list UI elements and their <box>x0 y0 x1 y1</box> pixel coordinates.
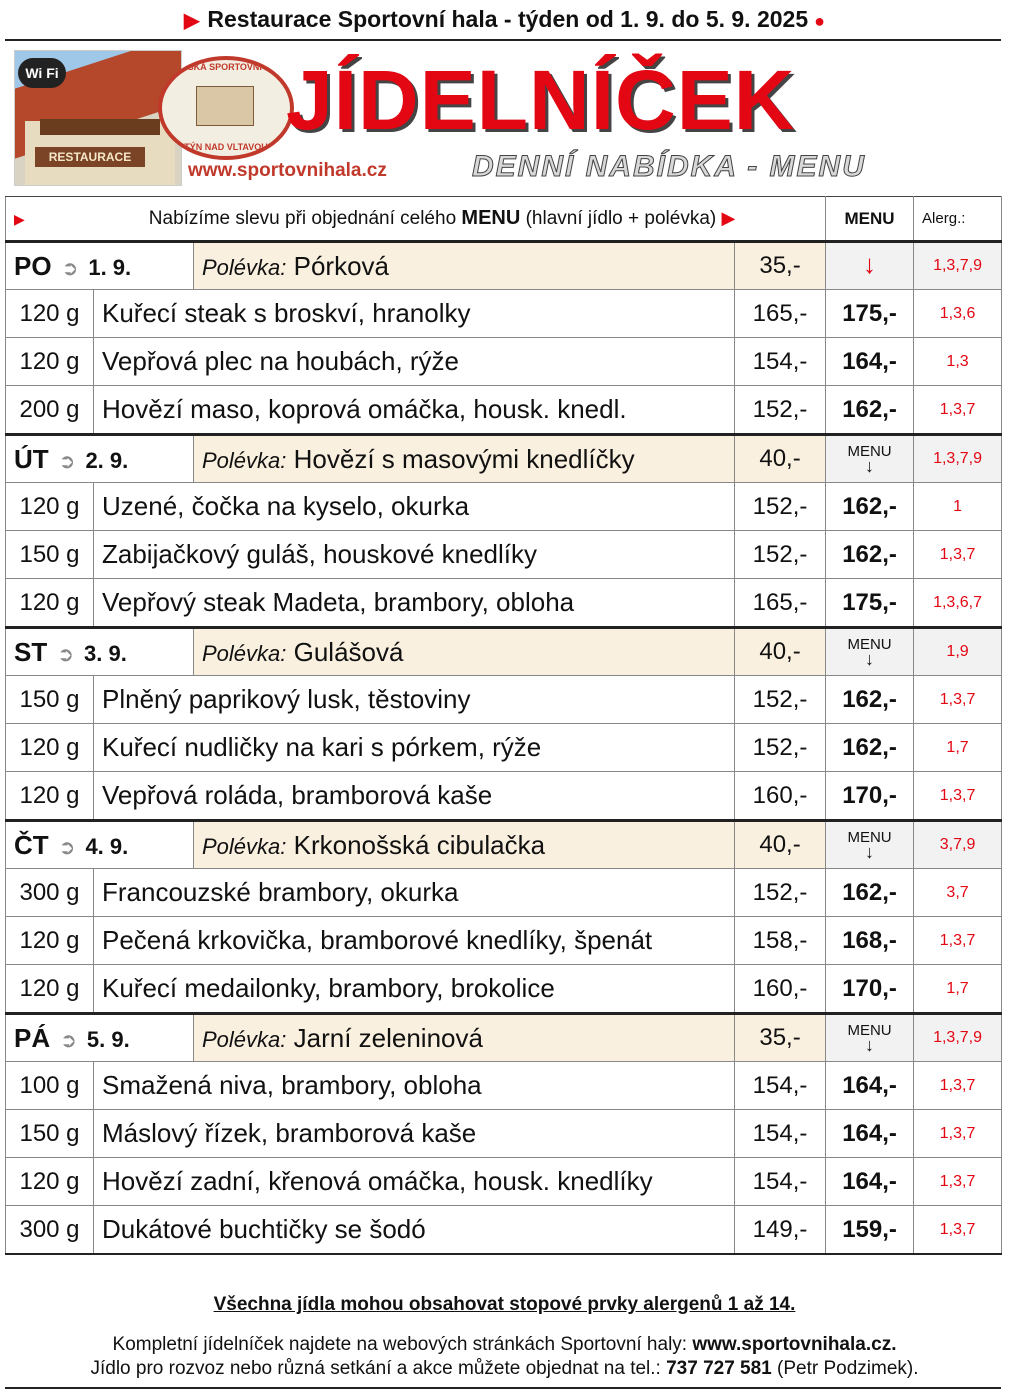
dish-row <box>6 483 1002 531</box>
soup-cell: Polévka: Pórková <box>194 242 735 290</box>
dish-menu-price: 162,- <box>826 386 914 435</box>
down-arrow-icon: ↓ <box>865 1035 875 1055</box>
dish-price: 160,- <box>735 965 826 1014</box>
menu-marker: MENU ↓ <box>826 628 914 676</box>
dish-allergens: 1,3,7 <box>914 1206 1002 1255</box>
footer-contact-line: Jídlo pro rozvoz nebo různá setkání a akce můžete objednat na tel.: 737 727 581 (Petr Podzimek). <box>90 1358 919 1379</box>
dish-row <box>6 531 1002 579</box>
dish-weight: 120 g <box>6 965 94 1014</box>
soup-allergens: 3,7,9 <box>914 821 1002 869</box>
dish-name: Zabijačkový guláš, houskové knedlíky <box>94 531 735 579</box>
dish-name: Kuřecí steak s broskví, hranolky <box>94 290 735 338</box>
dish-row <box>6 917 1002 965</box>
dish-allergens: 1,3 <box>914 338 1002 386</box>
dish-price: 152,- <box>735 386 826 435</box>
dish-name: Plněný paprikový lusk, těstoviny <box>94 676 735 724</box>
page-headline: ▶ Restaurace Sportovní hala - týden od 1. 9. do 5. 9. 2025 ● <box>183 6 826 32</box>
soup-allergens: 1,3,7,9 <box>914 242 1002 290</box>
dish-menu-price: 168,- <box>826 917 914 965</box>
dish-price: 152,- <box>735 676 826 724</box>
table-header-row <box>6 197 1002 242</box>
dish-name: Hovězí zadní, křenová omáčka, housk. knedlíky <box>94 1158 735 1206</box>
dish-weight: 150 g <box>6 1110 94 1158</box>
dish-allergens: 1,3,7 <box>914 1158 1002 1206</box>
play-triangle-icon: ▶ <box>14 211 25 227</box>
soup-name: Pórková <box>293 250 390 281</box>
dish-menu-price: 170,- <box>826 772 914 821</box>
dish-row <box>6 1110 1002 1158</box>
dish-price: 160,- <box>735 772 826 821</box>
dish-price: 154,- <box>735 1158 826 1206</box>
dish-weight: 200 g <box>6 386 94 435</box>
day-label: ST ➲ 3. 9. <box>6 628 194 676</box>
dish-menu-price: 162,- <box>826 531 914 579</box>
dish-name: Kuřecí nudličky na kari s pórkem, rýže <box>94 724 735 772</box>
footer-website-link[interactable]: www.sportovnihala.cz. <box>692 1334 897 1355</box>
soup-price: 35,- <box>735 242 826 290</box>
dish-menu-price: 164,- <box>826 1158 914 1206</box>
day-label: ÚT ➲ 2. 9. <box>6 435 194 483</box>
soup-allergens: 1,3,7,9 <box>914 435 1002 483</box>
dish-row <box>6 338 1002 386</box>
top-divider <box>5 39 1001 41</box>
dish-row <box>6 290 1002 338</box>
dish-price: 158,- <box>735 917 826 965</box>
dish-weight: 150 g <box>6 676 94 724</box>
dish-price: 154,- <box>735 1110 826 1158</box>
dish-menu-price: 164,- <box>826 1062 914 1110</box>
dish-row <box>6 772 1002 821</box>
menu-marker <box>826 242 914 290</box>
day-row <box>6 435 1002 483</box>
dish-allergens: 1,3,7 <box>914 917 1002 965</box>
soup-name: Gulášová <box>293 636 404 667</box>
soup-price: 40,- <box>735 435 826 483</box>
venue-seal-logo: MĚSTSKÁ SPORTOVNÍ HALA TÝN NAD VLTAVOU <box>158 56 294 160</box>
dish-price: 154,- <box>735 1062 826 1110</box>
dish-allergens: 1,7 <box>914 965 1002 1014</box>
play-triangle-icon: ▶ <box>721 208 736 228</box>
circle-arrow-icon: ➲ <box>58 836 76 859</box>
dish-price: 152,- <box>735 531 826 579</box>
dish-row <box>6 1062 1002 1110</box>
dish-allergens: 1 <box>914 483 1002 531</box>
dish-menu-price: 170,- <box>826 965 914 1014</box>
dish-row <box>6 965 1002 1014</box>
dish-price: 149,- <box>735 1206 826 1255</box>
soup-name: Hovězí s masovými knedlíčky <box>293 443 635 474</box>
dish-weight: 100 g <box>6 1062 94 1110</box>
soup-cell: Polévka: Hovězí s masovými knedlíčky <box>194 435 735 483</box>
circle-arrow-icon: ➲ <box>61 257 79 280</box>
dish-name: Dukátové buchtičky se šodó <box>94 1206 735 1255</box>
dish-weight: 300 g <box>6 869 94 917</box>
dish-price: 152,- <box>735 483 826 531</box>
dish-row <box>6 724 1002 772</box>
dish-row <box>6 1206 1002 1255</box>
dish-name: Hovězí maso, koprová omáčka, housk. knedl. <box>94 386 735 435</box>
wifi-badge: Wi Fi <box>18 58 66 88</box>
soup-price: 35,- <box>735 1014 826 1062</box>
dish-weight: 120 g <box>6 1158 94 1206</box>
dish-row <box>6 1158 1002 1206</box>
dish-allergens: 3,7 <box>914 869 1002 917</box>
dish-price: 165,- <box>735 290 826 338</box>
down-arrow-icon: ↓ <box>863 248 877 279</box>
dish-weight: 120 g <box>6 579 94 628</box>
soup-price: 40,- <box>735 628 826 676</box>
day-label: PO ➲ 1. 9. <box>6 242 194 290</box>
dish-allergens: 1,7 <box>914 724 1002 772</box>
dish-row <box>6 869 1002 917</box>
soup-name: Krkonošská cibulačka <box>293 829 546 860</box>
dish-price: 152,- <box>735 869 826 917</box>
soup-cell: Polévka: Krkonošská cibulačka <box>194 821 735 869</box>
dish-name: Máslový řízek, bramborová kaše <box>94 1110 735 1158</box>
dish-weight: 120 g <box>6 724 94 772</box>
page-title: JÍDELNÍČEK <box>286 53 796 147</box>
circle-arrow-icon: ➲ <box>60 1029 77 1052</box>
red-dot-icon: ● <box>814 11 826 31</box>
dish-allergens: 1,3,7 <box>914 531 1002 579</box>
dish-weight: 150 g <box>6 531 94 579</box>
dish-weight: 120 g <box>6 483 94 531</box>
menu-marker: MENU ↓ <box>826 435 914 483</box>
soup-price: 40,- <box>735 821 826 869</box>
day-label: PÁ ➲ 5. 9. <box>6 1014 194 1062</box>
website-link[interactable]: www.sportovnihala.cz <box>188 160 387 181</box>
dish-row <box>6 579 1002 628</box>
day-label: ČT ➲ 4. 9. <box>6 821 194 869</box>
dish-name: Vepřová plec na houbách, rýže <box>94 338 735 386</box>
soup-allergens: 1,9 <box>914 628 1002 676</box>
menu-table <box>5 196 1002 1255</box>
dish-menu-price: 162,- <box>826 483 914 531</box>
bottom-divider <box>5 1387 1001 1389</box>
circle-arrow-icon: ➲ <box>57 643 74 666</box>
restaurant-photo: RESTAURACE <box>14 50 182 186</box>
dish-row <box>6 386 1002 435</box>
dish-allergens: 1,3,6 <box>914 290 1002 338</box>
soup-cell: Polévka: Jarní zeleninová <box>194 1014 735 1062</box>
dish-weight: 120 g <box>6 338 94 386</box>
menu-marker: MENU ↓ <box>826 821 914 869</box>
dish-menu-price: 175,- <box>826 579 914 628</box>
page-subtitle: DENNÍ NABÍDKA - MENU <box>472 150 866 183</box>
dish-allergens: 1,3,7 <box>914 676 1002 724</box>
soup-cell: Polévka: Gulášová <box>194 628 735 676</box>
allergen-column-header: Alerg.: <box>914 197 1002 242</box>
dish-menu-price: 164,- <box>826 1110 914 1158</box>
day-row <box>6 1014 1002 1062</box>
soup-name: Jarní zeleninová <box>293 1022 483 1053</box>
dish-price: 152,- <box>735 724 826 772</box>
dish-name: Pečená krkovička, bramborové knedlíky, špenát <box>94 917 735 965</box>
dish-allergens: 1,3,7 <box>914 386 1002 435</box>
dish-name: Smažená niva, brambory, obloha <box>94 1062 735 1110</box>
dish-price: 165,- <box>735 579 826 628</box>
dish-name: Vepřový steak Madeta, brambory, obloha <box>94 579 735 628</box>
phone-number[interactable]: 737 727 581 <box>666 1358 772 1379</box>
day-row <box>6 628 1002 676</box>
day-row <box>6 242 1002 290</box>
allergen-note: Všechna jídla mohou obsahovat stopové prvky alergenů 1 až 14. <box>213 1294 796 1315</box>
dish-row <box>6 676 1002 724</box>
dish-allergens: 1,3,6,7 <box>914 579 1002 628</box>
dish-menu-price: 164,- <box>826 338 914 386</box>
dish-weight: 120 g <box>6 290 94 338</box>
down-arrow-icon: ↓ <box>865 649 875 669</box>
dish-weight: 300 g <box>6 1206 94 1255</box>
menu-column-header: MENU <box>826 197 914 242</box>
footer-website-line: Kompletní jídelníček najdete na webových stránkách Sportovní haly: www.sportovnihala.cz. <box>112 1334 897 1355</box>
play-triangle-icon: ▶ <box>183 10 200 32</box>
dish-name: Francouzské brambory, okurka <box>94 869 735 917</box>
dish-menu-price: 162,- <box>826 724 914 772</box>
dish-allergens: 1,3,7 <box>914 1062 1002 1110</box>
dish-allergens: 1,3,7 <box>914 772 1002 821</box>
circle-arrow-icon: ➲ <box>58 450 76 473</box>
discount-note: ▶ Nabízíme slevu při objednání celého MENU (hlavní jídlo + polévka) ▶ <box>6 197 826 242</box>
dish-weight: 120 g <box>6 772 94 821</box>
dish-menu-price: 162,- <box>826 676 914 724</box>
day-row <box>6 821 1002 869</box>
dish-menu-price: 162,- <box>826 869 914 917</box>
dish-weight: 120 g <box>6 917 94 965</box>
dish-price: 154,- <box>735 338 826 386</box>
dish-name: Vepřová roláda, bramborová kaše <box>94 772 735 821</box>
down-arrow-icon: ↓ <box>865 456 875 476</box>
soup-allergens: 1,3,7,9 <box>914 1014 1002 1062</box>
dish-allergens: 1,3,7 <box>914 1110 1002 1158</box>
menu-marker: MENU ↓ <box>826 1014 914 1062</box>
dish-menu-price: 175,- <box>826 290 914 338</box>
dish-name: Kuřecí medailonky, brambory, brokolice <box>94 965 735 1014</box>
down-arrow-icon: ↓ <box>865 842 875 862</box>
dish-name: Uzené, čočka na kyselo, okurka <box>94 483 735 531</box>
dish-menu-price: 159,- <box>826 1206 914 1255</box>
